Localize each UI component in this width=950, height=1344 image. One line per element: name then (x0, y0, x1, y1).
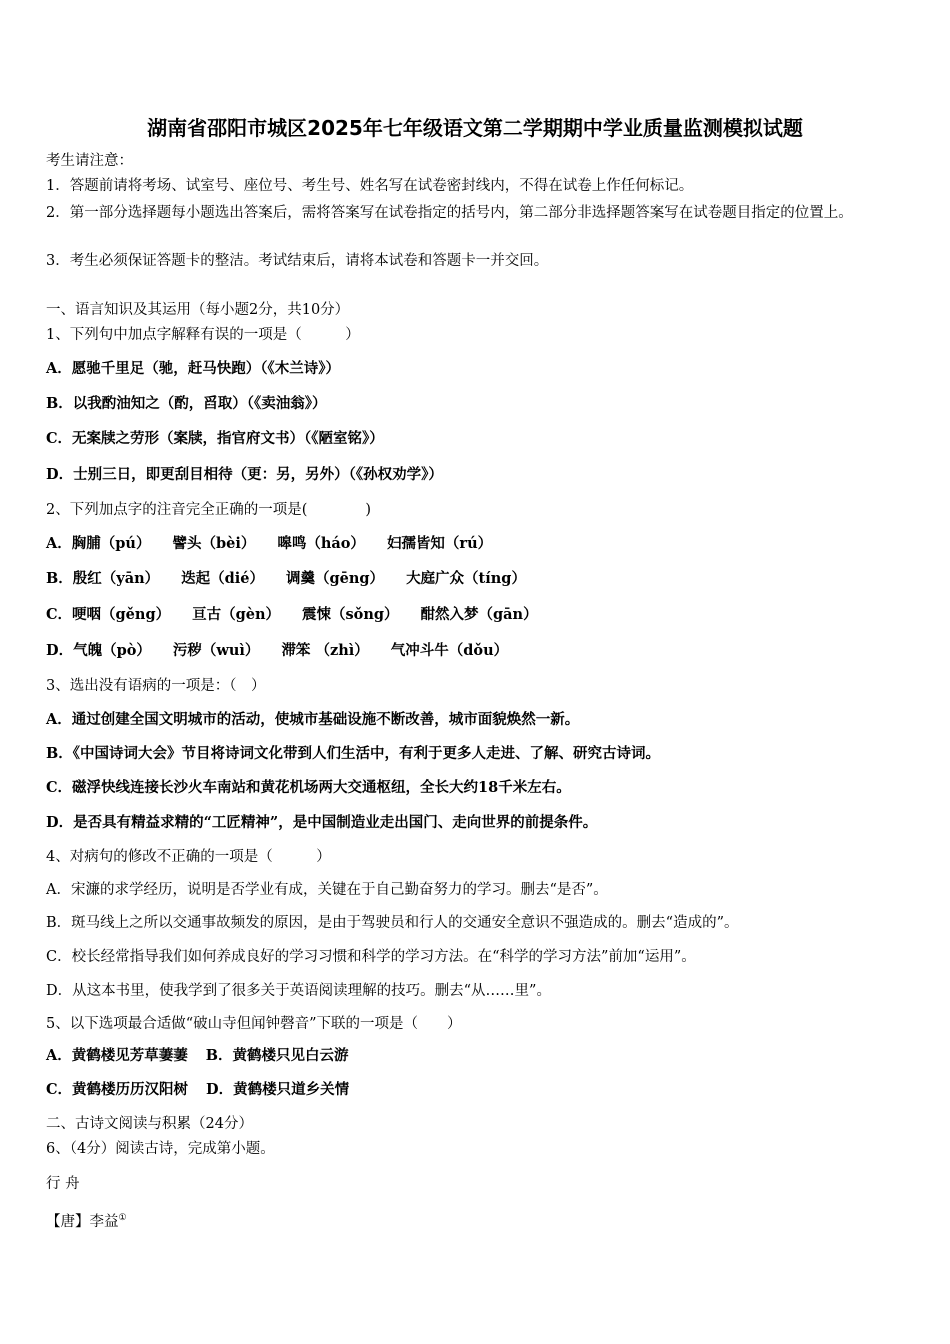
q1-option-d: D．士别三日，即更刮目相待（更：另，另外）（《孙权劝学》） (46, 466, 443, 483)
q2-option-word: 迭起（dié） (181, 570, 265, 587)
q5-options-row-1 (46, 1046, 349, 1066)
q4-stem: 4、对病句的修改不正确的一项是（ ） (46, 849, 331, 865)
q1-option-c: C．无案牍之劳形（案牍，指官府文书）（《陋室铭》） (46, 430, 384, 447)
q5-stem: 5、以下选项最合适做“破山寺但闻钟磬音”下联的一项是（ ） (46, 1016, 462, 1032)
q3-stem: 3、选出没有语病的一项是：（ ） (46, 678, 266, 694)
q2-option-word: 调羹（gēng） (286, 570, 385, 587)
q2-option-word: 嗥鸣（háo） (277, 535, 365, 552)
q2-option-word: 污秽（wuì） (172, 642, 260, 659)
notice-item-3: 3．考生必须保证答题卡的整洁。考试结束后，请将本试卷和答题卡一并交回。 (46, 253, 549, 269)
q1-option-a: A．愿驰千里足（驰，赶马快跑）（《木兰诗》） (46, 360, 340, 377)
q2-option-word: 大庭广众（tíng） (406, 570, 526, 587)
poem-author (46, 1208, 127, 1232)
q5-option-a: A．黄鹤楼见芳草萋萋 (46, 1047, 188, 1064)
q2-option-b (46, 569, 526, 589)
q1-option-b: B．以我酌油知之（酌，舀取）（《卖油翁》） (46, 395, 327, 412)
q2-option-label: B． (46, 570, 73, 587)
q2-option-word: 亘古（gèn） (192, 606, 280, 623)
q2-option-word: 酣然入梦（gān） (420, 606, 538, 623)
q2-option-word: 震悚（sǒng） (302, 606, 399, 623)
q2-option-word: 气冲斗牛（dǒu） (390, 642, 509, 659)
q6-stem: 6、（4分）阅读古诗，完成第小题。 (46, 1141, 275, 1157)
q2-option-word: 妇孺皆知（rú） (386, 535, 493, 552)
poem-title: 行 舟 (46, 1176, 80, 1192)
q2-option-word: 譬头（bèi） (172, 535, 256, 552)
q2-option-word: 胸脯（pú） (71, 535, 151, 552)
q2-option-c (46, 605, 538, 625)
q3-option-a: A．通过创建全国文明城市的活动，使城市基础设施不断改善，城市面貌焕然一新。 (46, 711, 580, 728)
section-1-heading: 一、语言知识及其运用（每小题2分，共10分） (46, 302, 350, 318)
poem-author-name: 【唐】李益 (46, 1213, 119, 1230)
q5-option-c: C．黄鹤楼历历汉阳树 (46, 1081, 189, 1098)
q4-option-c: C．校长经常指导我们如何养成良好的学习习惯和科学的学习方法。在“科学的学习方法”前加“运用”。 (46, 949, 696, 965)
q2-option-label: D． (46, 642, 74, 659)
q4-option-d: D．从这本书里，使我学到了很多关于英语阅读理解的技巧。删去“从……里”。 (46, 983, 551, 999)
footnote-marker: ① (118, 1213, 127, 1223)
q2-option-label: A． (46, 535, 72, 552)
q5-option-d: D．黄鹤楼只道乡关情 (206, 1081, 350, 1098)
notice-item-1: 1．答题前请将考场、试室号、座位号、考生号、姓名写在试卷密封线内，不得在试卷上作任何标记。 (46, 178, 694, 194)
q2-stem: 2、下列加点字的注音完全正确的一项是( ) (46, 502, 372, 518)
q2-option-d (46, 641, 508, 661)
notice-heading: 考生请注意： (46, 153, 133, 169)
q5-options-row-2 (46, 1080, 349, 1100)
q4-option-a: A．宋濂的求学经历，说明是否学业有成，关键在于自己勤奋努力的学习。删去“是否”。 (46, 882, 608, 898)
notice-item-2: 2．第一部分选择题每小题选出答案后，需将答案写在试卷指定的括号内，第二部分非选择题答案写在试卷题目指定的位置上。 (46, 205, 853, 221)
q2-option-word: 滞笨 （zhì） (281, 642, 369, 659)
q2-option-word: 哽咽（gěng） (72, 606, 171, 623)
q3-option-d: D．是否具有精益求精的“工匠精神”，是中国制造业走出国门、走向世界的前提条件。 (46, 814, 598, 831)
page-title: 湖南省邵阳市城区2025年七年级语文第二学期期中学业质量监测模拟试题 (147, 116, 803, 140)
q2-option-label: C． (46, 606, 73, 623)
q2-option-word: 气魄（pò） (73, 642, 151, 659)
q3-option-b: B．《中国诗词大会》节目将诗词文化带到人们生活中，有利于更多人走进、了解、研究古诗词。 (46, 745, 661, 762)
section-2-heading: 二、古诗文阅读与积累（24分） (46, 1116, 253, 1132)
q3-option-c: C．磁浮快线连接长沙火车南站和黄花机场两大交通枢纽，全长大约18千米左右。 (46, 779, 571, 796)
q2-option-word: 殷红（yān） (72, 570, 160, 587)
q5-option-b: B．黄鹤楼只见白云游 (205, 1047, 349, 1064)
q2-option-a (46, 534, 492, 554)
q4-option-b: B．斑马线上之所以交通事故频发的原因，是由于驾驶员和行人的交通安全意识不强造成的。删去“造成的”。 (46, 915, 739, 931)
q1-stem: 1、下列句中加点字解释有误的一项是（ ） (46, 327, 360, 343)
